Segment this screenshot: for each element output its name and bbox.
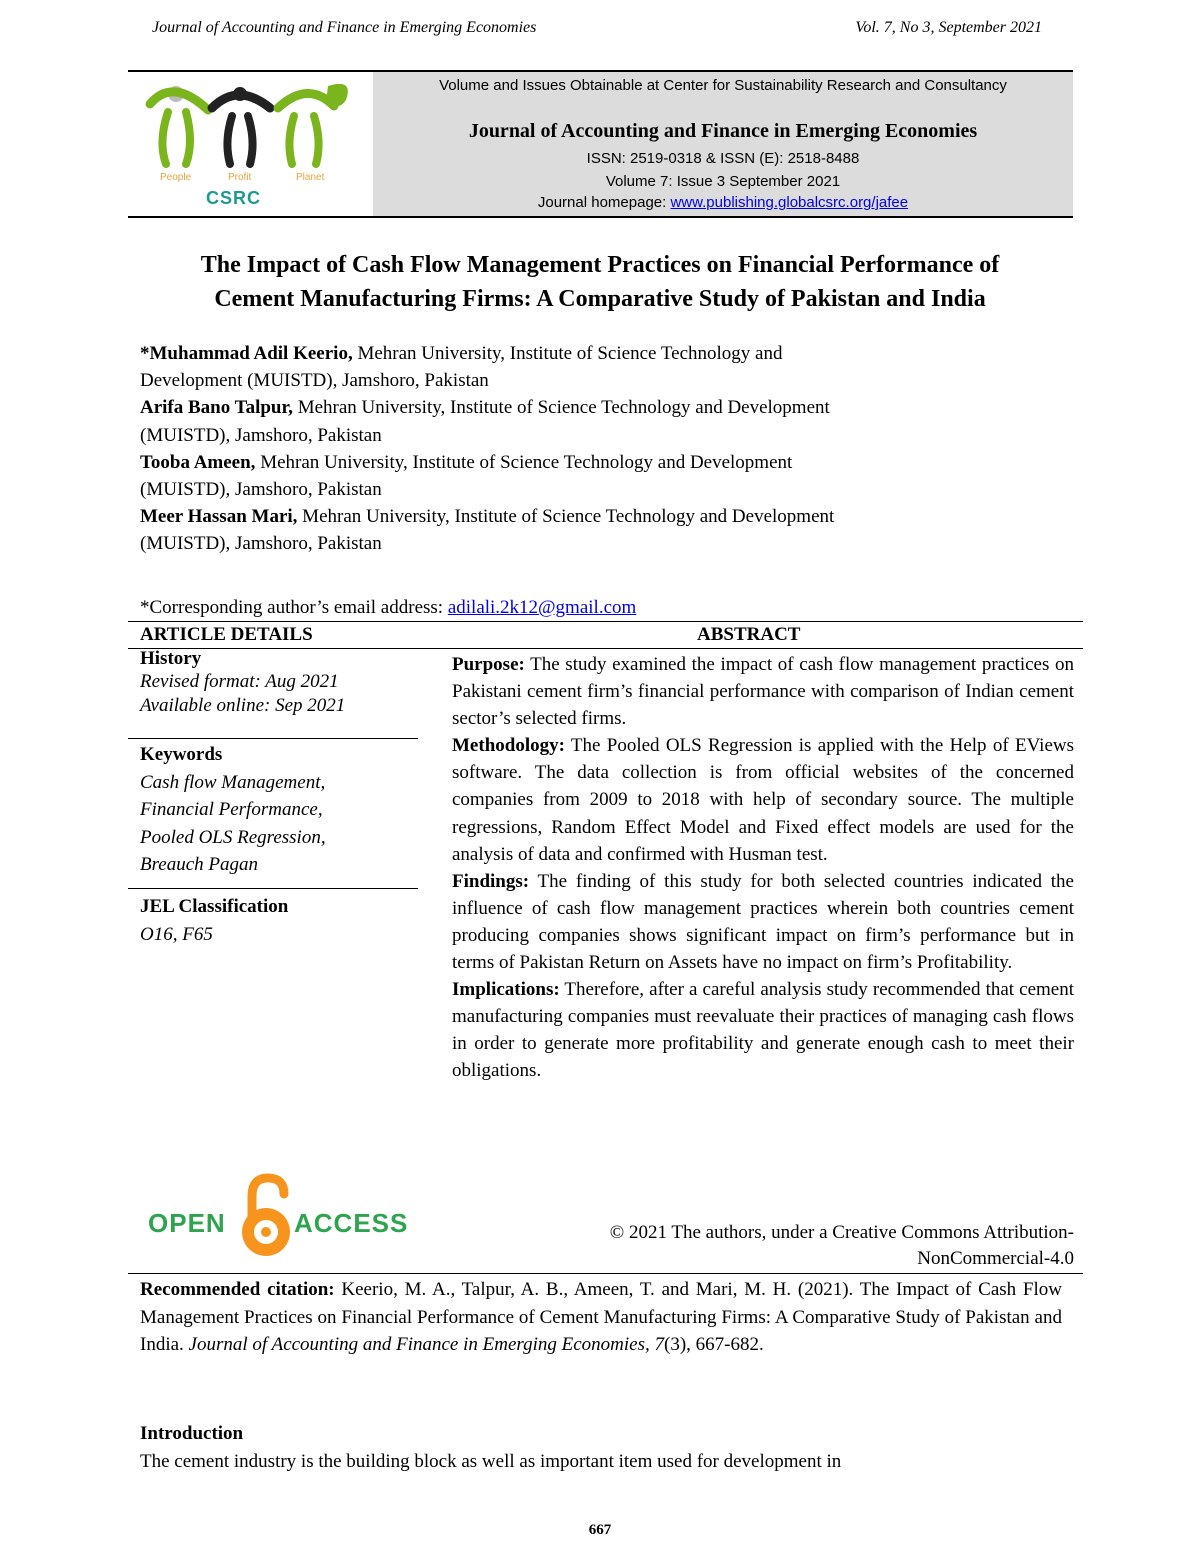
history-section [140,648,420,718]
running-header-journal: Journal of Accounting and Finance in Emerging Economies [152,19,537,36]
author-entry [140,449,1075,503]
logo-label-profit: Profit [228,172,252,183]
author-affiliation-cont: Development (MUISTD), Jamshoro, Pakistan [140,370,489,392]
author-affiliation: Mehran University, Institute of Science Technology and Development [297,506,835,528]
findings-text: The finding of this study for both selected countries indicated the influence of cash flow management practices wherein both countries cement producing companies shows significant impact on firm’s performance but in terms of Pakistan Return on Assets have no impact on firm’s Profitability. [452,870,1074,974]
abstract-body [452,651,1074,1085]
jel-codes: O16, F65 [140,923,213,945]
open-access-right: ACCESS [294,1208,409,1238]
citation-pages: (3), 667-682. [664,1334,764,1355]
author-list [140,340,1075,558]
jel-title: JEL Classification [140,896,289,917]
open-access-left: OPEN [148,1208,226,1238]
homepage-label: Journal homepage: [537,194,671,211]
logo-label-people: People [160,172,192,183]
abstract-purpose [452,651,1074,732]
author-entry [140,394,1075,448]
running-header-volume: Vol. 7, No 3, September 2021 [855,19,1042,36]
introduction-heading: Introduction [140,1423,244,1444]
author-affiliation-cont: (MUISTD), Jamshoro, Pakistan [140,479,382,501]
author-name: Tooba Ameen, [140,451,256,473]
keyword: Pooled OLS Regression, [140,826,326,848]
abstract-methodology [452,732,1074,867]
keywords-rule [128,888,418,889]
implications-text: Therefore, after a careful analysis study recommended that cement manufacturing companies must reevaluate their practices of managing cash flows in order to generate more profitability and generate enough cash to meet their obligations. [452,979,1074,1082]
recommended-citation [140,1276,1062,1359]
author-name: *Muhammad Adil Keerio, [140,343,353,364]
revised-date: Revised format: Aug 2021 [140,671,339,692]
keyword: Breauch Pagan [140,854,259,875]
banner-journal-title: Journal of Accounting and Finance in Emerging Economies [468,120,978,142]
homepage-link[interactable]: www.publishing.globalcsrc.org/jafee [670,194,909,211]
abstract-implications [452,976,1074,1084]
banner-info [373,72,1073,216]
journal-banner [128,70,1073,218]
corresponding-label: *Corresponding author’s email address: [140,597,448,618]
citation-label: Recommended citation: [140,1279,335,1300]
findings-label: Findings: [452,870,530,892]
abstract-findings [452,868,1074,976]
author-entry [140,340,1075,394]
journal-homepage [373,194,1073,211]
csrc-logo [128,72,373,216]
keyword: Cash flow Management, [140,771,326,793]
author-entry [140,503,1075,557]
introduction-text: The cement industry is the building block as well as important item used for development in [140,1451,842,1472]
paper-title [130,248,1070,316]
methodology-label: Methodology: [452,735,565,757]
people-profit-planet-icon [128,72,373,216]
author-affiliation: Mehran University, Institute of Science Technology and Development [292,397,830,419]
copyright-line-2: NonCommercial-4.0 [917,1248,1074,1269]
history-title: History [140,648,202,669]
volume-issue: Volume 7: Issue 3 September 2021 [605,173,841,190]
implications-label: Implications: [452,979,560,1001]
methodology-text: The Pooled OLS Regression is applied with the Help of EViews software. The data collection is from official websites of the concerned companies from 2009 to 2018 with help of secondary source. The multiple regressions, Random Effect Model and Fixed effect models are used for the analysis of data and confirmed with Husman test. [452,735,1074,865]
corresponding-author [140,597,636,619]
availability-note: Volume and Issues Obtainable at Center for Sustainability Research and Consultancy [439,77,1007,94]
history-rule [128,738,418,739]
keyword: Financial Performance, [140,799,323,820]
logo-brand: CSRC [206,188,262,208]
purpose-label: Purpose: [452,654,525,675]
open-lock-icon [234,1172,298,1262]
open-access-logo [148,1172,408,1262]
logo-label-planet: Planet [296,172,325,183]
available-date: Available online: Sep 2021 [140,695,346,716]
copyright-notice [452,1220,1074,1272]
issn: ISSN: 2519-0318 & ISSN (E): 2518-8488 [586,150,860,167]
author-name: Meer Hassan Mari, [140,506,298,528]
author-affiliation: Mehran University, Institute of Science Technology and Development [255,451,793,473]
page-number: 667 [588,1522,612,1538]
article-details-heading: ARTICLE DETAILS [140,624,313,645]
author-name: Arifa Bano Talpur, [140,397,293,419]
author-affiliation: Mehran University, Institute of Science Technology and [352,343,783,364]
copyright-line-1: © 2021 The authors, under a Creative Commons Attribution- [609,1222,1074,1243]
keywords-title: Keywords [140,744,223,765]
paper-title-line-2: Cement Manufacturing Firms: A Comparative Study of Pakistan and India [214,286,986,312]
abstract-heading: ABSTRACT [697,624,801,645]
table-top-rule [128,621,1083,622]
citation-text: Keerio, M. A., Talpur, A. B., Ameen, T. and Mari, M. H. (2021). The Impact of Cash Flow Management Practices on Financial Performance of Cement Manufacturing Firms: A Comparative Study of Pakistan and India. [140,1279,1062,1355]
citation-top-rule [128,1273,1083,1274]
paper-title-line-1: The Impact of Cash Flow Management Practices on Financial Performance of [200,252,1000,278]
keywords-section [140,741,420,879]
citation-journal: Journal of Accounting and Finance in Emerging Economies, 7 [188,1334,664,1355]
author-affiliation-cont: (MUISTD), Jamshoro, Pakistan [140,424,382,446]
purpose-text: The study examined the impact of cash flow management practices on Pakistani cement firm’s financial performance with comparison of Indian cement sector’s selected firms. [452,654,1074,730]
author-affiliation-cont: (MUISTD), Jamshoro, Pakistan [140,533,382,555]
corresponding-email-link[interactable]: adilali.2k12@gmail.com [447,597,637,618]
jel-section [140,893,420,948]
